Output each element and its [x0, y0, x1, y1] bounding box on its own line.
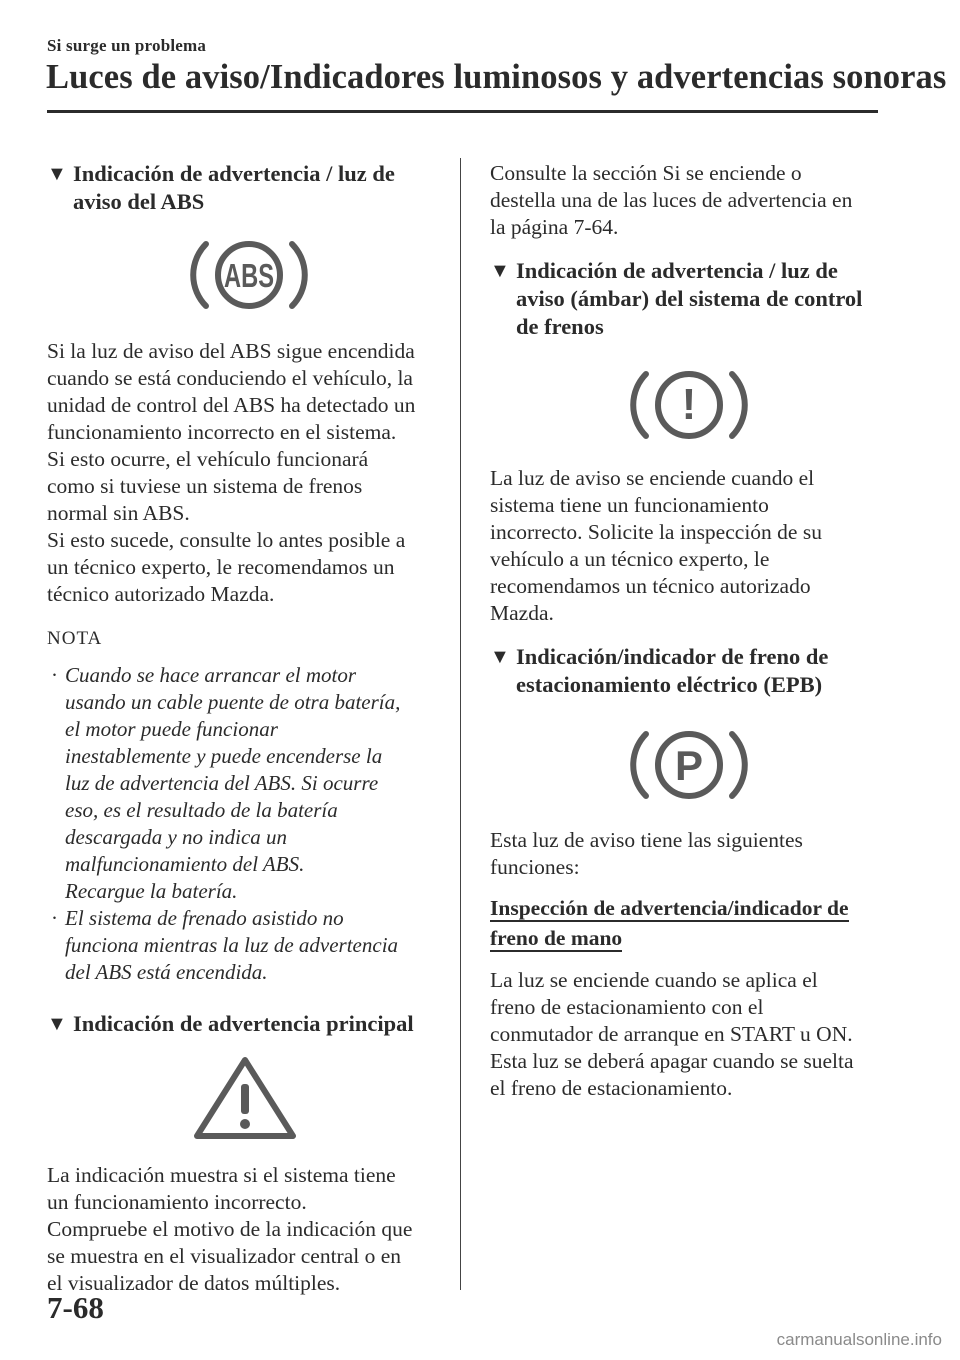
column-divider — [460, 158, 461, 1290]
brake-system-warning-icon — [627, 359, 751, 451]
abs-body — [47, 338, 442, 608]
watermark: carmanualsonline.info — [776, 1330, 942, 1349]
epb-intro-line: funciones: — [490, 855, 580, 879]
nota-line: descargada y no indica un — [65, 825, 288, 849]
abs-body-line: cuando se está conduciendo el vehículo, la — [47, 366, 413, 390]
epb-heading-line: estacionamiento eléctrico (EPB) — [516, 672, 823, 697]
principal-heading-text: Indicación de advertencia principal — [73, 1011, 414, 1036]
brake-heading — [490, 257, 880, 341]
nota-line: eso, es el resultado de la batería — [65, 798, 338, 822]
brake-icon-label: ! — [681, 380, 697, 429]
epb-intro-line: Esta luz de aviso tiene las siguientes — [490, 828, 803, 852]
nota-list — [47, 662, 442, 986]
nota-line: malfuncionamiento del ABS. — [65, 852, 305, 876]
brake-heading-line: de frenos — [516, 314, 604, 339]
nota-item — [47, 662, 442, 905]
nota-line: Recargue la batería. — [65, 879, 238, 903]
nota-label: NOTA — [47, 628, 103, 649]
chapter-label: Si surge un problema — [47, 36, 207, 55]
epb-body-line: conmutador de arranque en START u ON. — [490, 1022, 853, 1046]
master-warning-icon — [189, 1052, 301, 1144]
epb-body-line: Esta luz se deberá apagar cuando se suelta — [490, 1049, 854, 1073]
page-number: 7-68 — [47, 1290, 104, 1325]
principal-body-line: se muestra en el visualizador central o en — [47, 1244, 402, 1268]
consult-paragraph — [490, 160, 880, 241]
brake-section — [490, 257, 880, 627]
principal-heading — [47, 1010, 442, 1038]
epb-body — [490, 967, 880, 1102]
abs-body-line: técnico autorizado Mazda. — [47, 582, 275, 606]
epb-heading — [490, 643, 880, 699]
abs-body-line: normal sin ABS. — [47, 501, 190, 525]
page-title: Luces de aviso/Indicadores luminosos y advertencias sonoras — [46, 58, 947, 96]
epb-subheading-line: Inspección de advertencia/indicador de — [490, 896, 849, 920]
nota-line: El sistema de frenado asistido no — [65, 906, 344, 930]
principal-body-line: Compruebe el motivo de la indicación que — [47, 1217, 413, 1241]
brake-body-line: Mazda. — [490, 601, 554, 625]
section-triangle-icon: ▼ — [490, 260, 510, 282]
abs-body-line: funcionamiento incorrecto en el sistema. — [47, 420, 397, 444]
abs-icon-label: ABS — [223, 257, 274, 294]
abs-icon-wrap — [55, 230, 442, 320]
brake-body-line: sistema tiene un funcionamiento — [490, 493, 769, 517]
nota-line: funciona mientras la luz de advertencia — [65, 933, 399, 957]
brake-icon-wrap — [498, 359, 880, 451]
section-triangle-icon: ▼ — [47, 1013, 67, 1035]
consult-line: Consulte la sección Si se enciende o — [490, 161, 802, 185]
right-column — [490, 160, 880, 1102]
title-rule — [47, 110, 878, 113]
abs-body-line: unidad de control del ABS ha detectado un — [47, 393, 416, 417]
nota-line: usando un cable puente de otra batería, — [65, 690, 401, 714]
principal-body-line: La indicación muestra si el sistema tiene — [47, 1163, 396, 1187]
abs-body-line: Si la luz de aviso del ABS sigue encendida — [47, 339, 415, 363]
abs-heading-line2: aviso del ABS — [73, 189, 205, 214]
left-column — [47, 160, 442, 1297]
epb-body-line: La luz se enciende cuando se aplica el — [490, 968, 818, 992]
epb-subheading-line: freno de mano — [490, 926, 623, 950]
brake-heading-line: aviso (ámbar) del sistema de control — [516, 286, 863, 311]
epb-icon-label: P — [674, 742, 704, 789]
consult-line: destella una de las luces de advertencia en — [490, 188, 853, 212]
abs-heading-line1: Indicación de advertencia / luz de — [73, 161, 395, 186]
bullet-dot: · — [51, 663, 58, 687]
consult-line: la página 7-64. — [490, 215, 619, 239]
nota-item — [47, 905, 442, 986]
brake-heading-line: Indicación de advertencia / luz de — [516, 258, 838, 283]
principal-section — [47, 1010, 442, 1297]
principal-icon-wrap — [47, 1052, 442, 1144]
nota-line: del ABS está encendida. — [65, 960, 268, 984]
nota-section — [47, 628, 442, 986]
epb-intro — [490, 827, 880, 881]
abs-body-line: como si tuviese un sistema de frenos — [47, 474, 363, 498]
abs-heading — [47, 160, 442, 216]
section-triangle-icon: ▼ — [47, 163, 67, 185]
section-triangle-icon: ▼ — [490, 646, 510, 668]
brake-body-line: La luz de aviso se enciende cuando el — [490, 466, 815, 490]
brake-body-line: recomendamos un técnico autorizado — [490, 574, 811, 598]
epb-body-line: el freno de estacionamiento. — [490, 1076, 733, 1100]
principal-body-line: el visualizador de datos múltiples. — [47, 1271, 341, 1295]
epb-subheading — [490, 893, 880, 953]
abs-body-line: un técnico experto, le recomendamos un — [47, 555, 395, 579]
brake-body-line: vehículo a un técnico experto, le — [490, 547, 770, 571]
principal-body — [47, 1162, 442, 1297]
abs-section — [47, 160, 442, 608]
epb-section — [490, 643, 880, 1102]
epb-heading-line: Indicación/indicador de freno de — [516, 644, 829, 669]
nota-line: luz de advertencia del ABS. Si ocurre — [65, 771, 379, 795]
abs-body-line: Si esto ocurre, el vehículo funcionará — [47, 447, 369, 471]
parking-brake-icon — [627, 719, 751, 811]
nota-line: Cuando se hace arrancar el motor — [65, 663, 357, 687]
abs-warning-icon — [189, 230, 309, 320]
nota-line: el motor puede funcionar — [65, 717, 278, 741]
epb-icon-wrap — [498, 719, 880, 811]
abs-body-line: Si esto sucede, consulte lo antes posible a — [47, 528, 406, 552]
nota-line: inestablemente y puede encenderse la — [65, 744, 383, 768]
brake-body-line: incorrecto. Solicite la inspección de su — [490, 520, 822, 544]
principal-body-line: un funcionamiento incorrecto. — [47, 1190, 307, 1214]
bullet-dot: · — [51, 906, 58, 930]
epb-body-line: freno de estacionamiento con el — [490, 995, 764, 1019]
brake-body — [490, 465, 880, 627]
